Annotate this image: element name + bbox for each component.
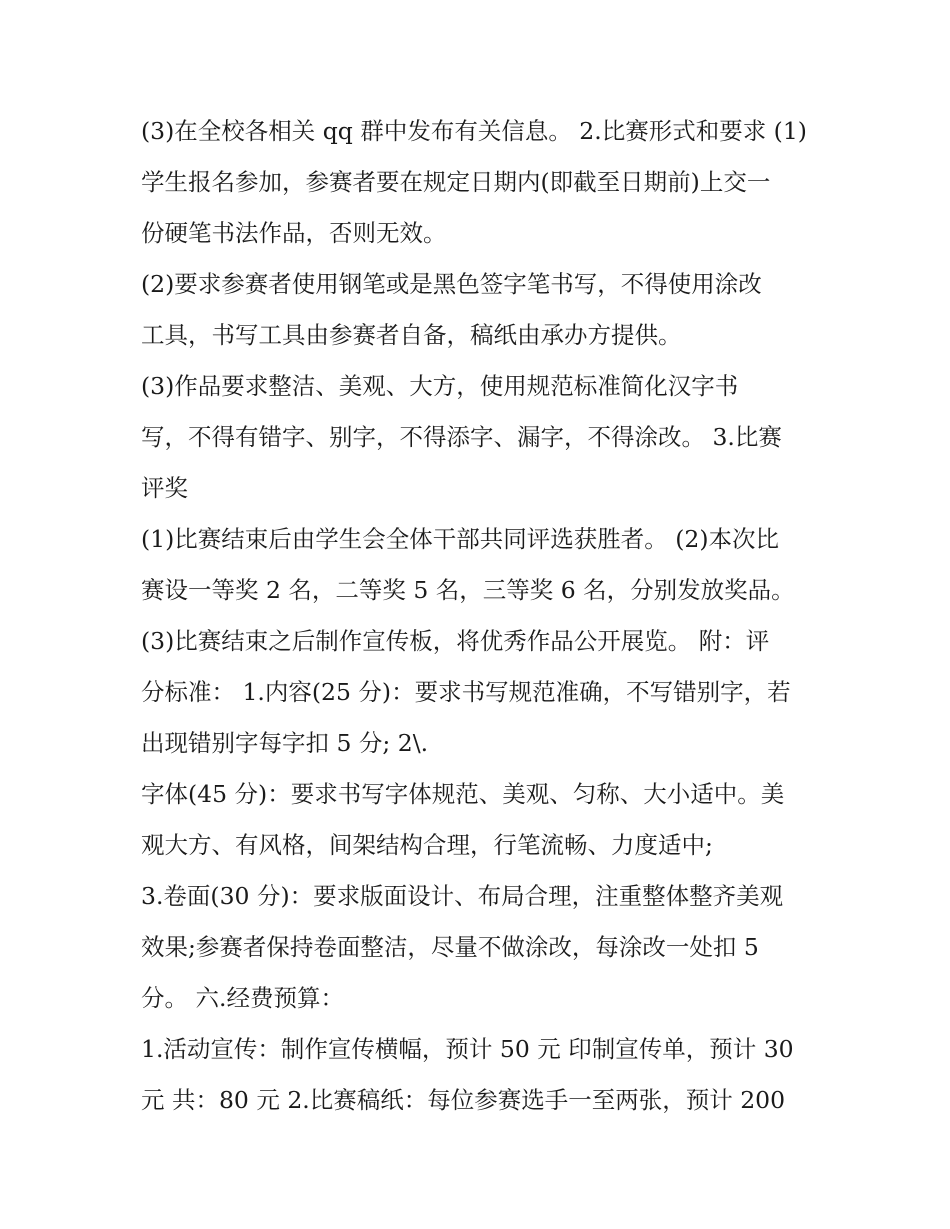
text-line: (3)比赛结束之后制作宣传板，将优秀作品公开展览。 附：评 — [141, 627, 770, 655]
document-body — [141, 106, 821, 1126]
text-line: 效果;参赛者保持卷面整洁，尽量不做涂改，每涂改一处扣 5 — [141, 933, 759, 961]
text-line: 观大方、有风格，间架结构合理，行笔流畅、力度适中; — [141, 831, 713, 859]
text-line: (1)比赛结束后由学生会全体干部共同评选获胜者。 (2)本次比 — [141, 525, 780, 553]
text-line: 学生报名参加，参赛者要在规定日期内(即截至日期前)上交一 — [141, 168, 771, 196]
text-line: (2)要求参赛者使用钢笔或是黑色签字笔书写，不得使用涂改 — [141, 270, 762, 298]
text-line: 评奖 — [141, 474, 188, 502]
text-line: 分标准： 1.内容(25 分)：要求书写规范准确，不写错别字，若 — [141, 678, 791, 706]
text-line: 写，不得有错字、别字，不得添字、漏字，不得涂改。 3.比赛 — [141, 423, 782, 451]
text-line: 赛设一等奖 2 名，二等奖 5 名，三等奖 6 名，分别发放奖品。 — [141, 576, 795, 604]
text-line: 3.卷面(30 分)：要求版面设计、布局合理，注重整体整齐美观 — [141, 882, 784, 910]
text-line: 工具，书写工具由参赛者自备，稿纸由承办方提供。 — [141, 321, 682, 349]
text-line: 1.活动宣传：制作宣传横幅，预计 50 元 印制宣传单，预计 30 — [141, 1035, 794, 1063]
text-line: 份硬笔书法作品，否则无效。 — [141, 219, 447, 247]
text-line: 字体(45 分)：要求书写字体规范、美观、匀称、大小适中。美 — [141, 780, 785, 808]
text-line: 出现错别字每字扣 5 分; 2\. — [141, 729, 429, 757]
text-line: 元 共：80 元 2.比赛稿纸：每位参赛选手一至两张，预计 200 — [141, 1086, 786, 1114]
text-line: (3)作品要求整洁、美观、大方，使用规范标准简化汉字书 — [141, 372, 739, 400]
text-line: 分。 六.经费预算： — [141, 984, 344, 1012]
text-line: (3)在全校各相关 qq 群中发布有关信息。 2.比赛形式和要求 (1) — [141, 117, 807, 145]
